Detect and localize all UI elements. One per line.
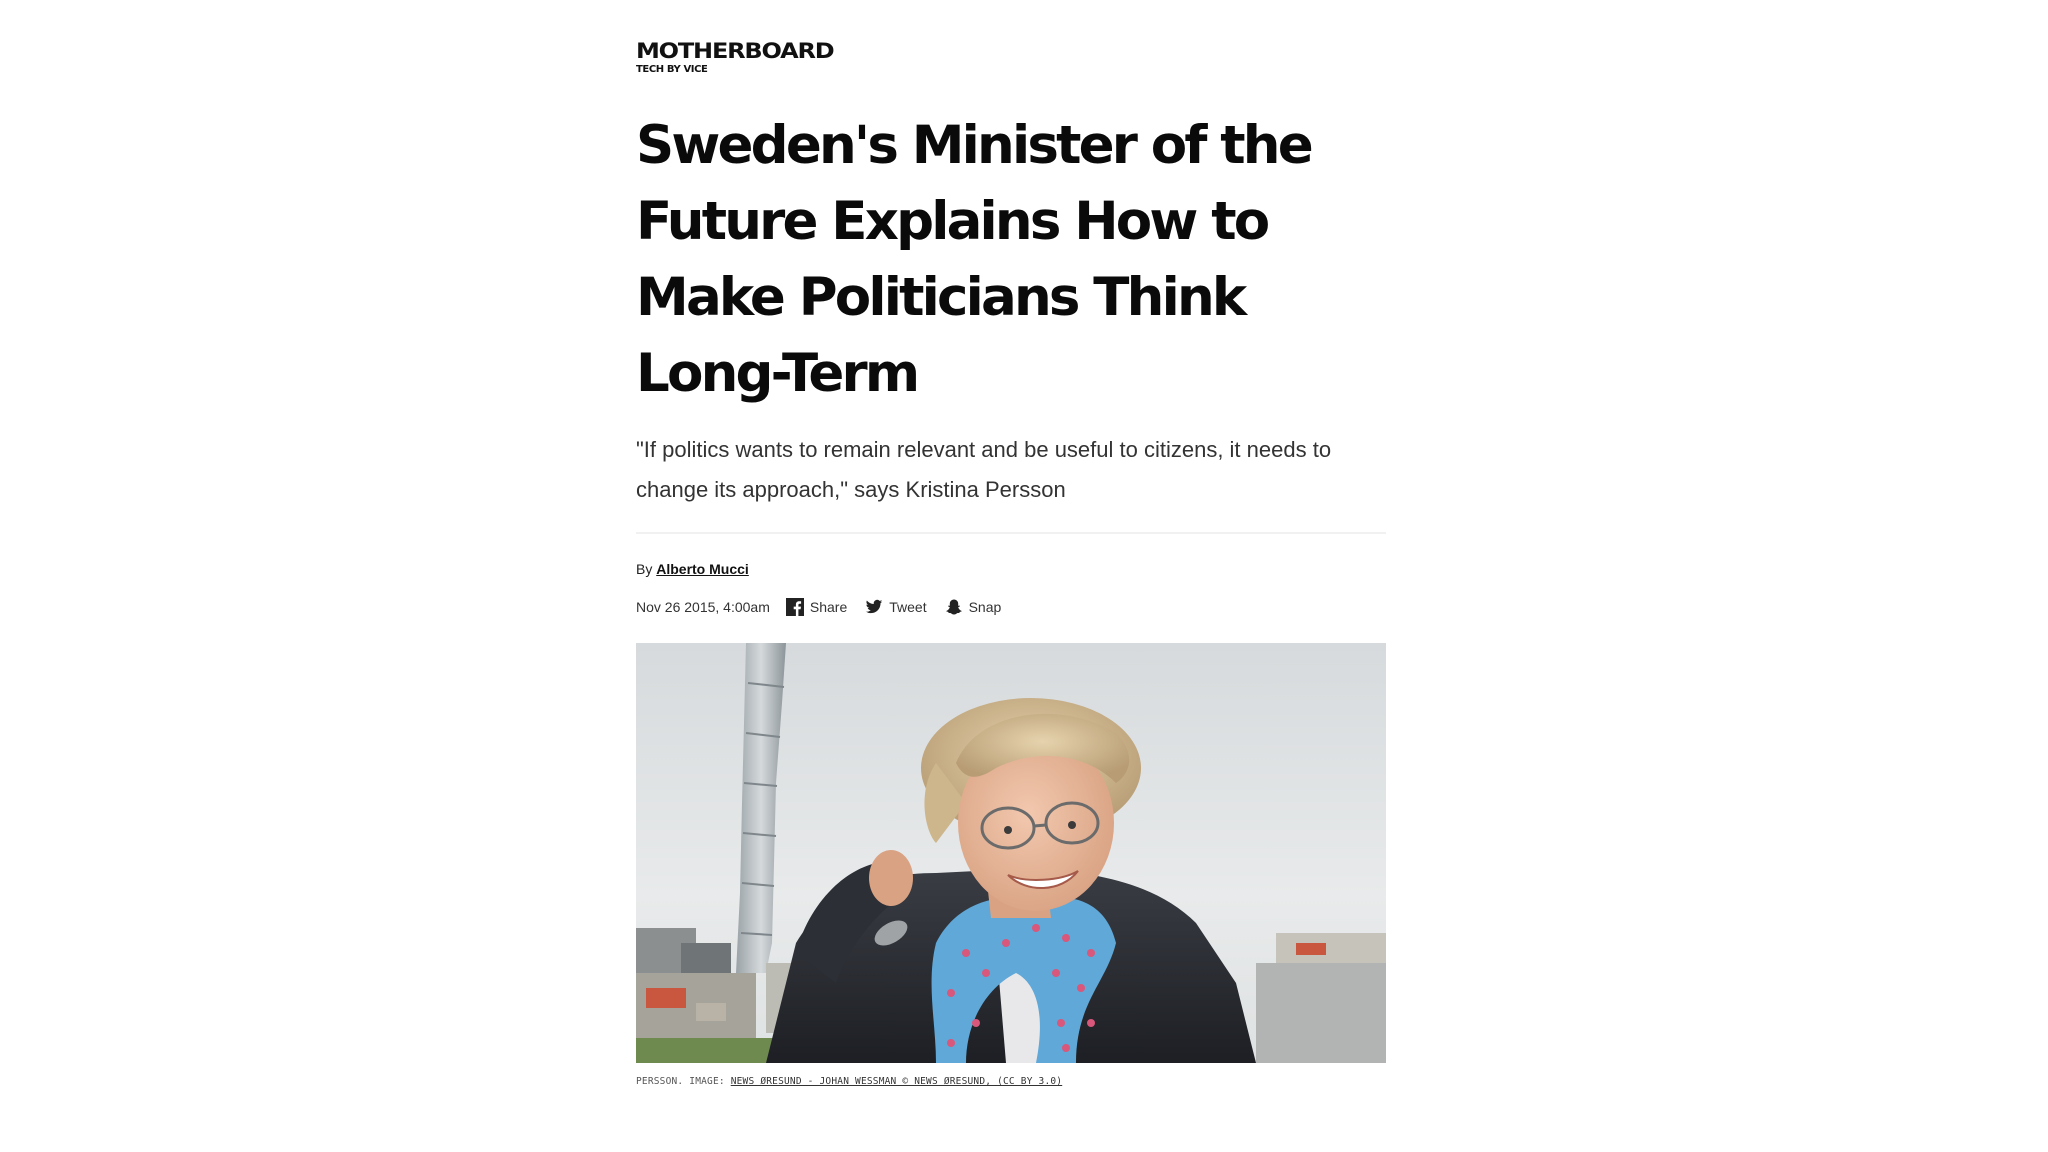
facebook-share-label: Share: [809, 599, 848, 615]
image-caption: [636, 1076, 1062, 1087]
byline-prefix: By: [636, 561, 653, 577]
hero-photo: [636, 643, 1386, 1063]
hero-image: [636, 643, 1386, 1063]
snapchat-share-label: Snap: [968, 599, 1002, 615]
site-branding: [636, 38, 833, 75]
caption-credit-link[interactable]: NEWS ØRESUND - JOHAN WESSMAN © NEWS ØRESUND, (CC BY 3.0): [730, 1076, 1063, 1087]
facebook-icon: [786, 598, 804, 616]
twitter-share-label: Tweet: [889, 599, 927, 615]
article-headline: Sweden's Minister of the Future Explains How to Make Politicians Think Long-Term: [636, 115, 1311, 404]
article-dek: "If politics wants to remain relevant and be useful to citizens, it needs to change its approach," says Kristina Persson: [636, 437, 1332, 502]
twitter-icon: [865, 598, 883, 616]
twitter-share-button[interactable]: [865, 598, 926, 616]
snapchat-share-button[interactable]: [945, 598, 1002, 616]
byline: [636, 560, 749, 578]
site-tagline: TECH BY VICE: [636, 64, 708, 75]
site-logo[interactable]: MOTHERBOARD: [636, 38, 834, 64]
caption-prefix: PERSSON. IMAGE:: [636, 1076, 725, 1087]
publish-date: Nov 26 2015, 4:00am: [636, 599, 770, 615]
author-link[interactable]: Alberto Mucci: [656, 561, 749, 577]
divider: [636, 532, 1386, 534]
article-meta: [636, 596, 1019, 618]
facebook-share-button[interactable]: [786, 598, 847, 616]
snapchat-icon: [945, 598, 963, 616]
